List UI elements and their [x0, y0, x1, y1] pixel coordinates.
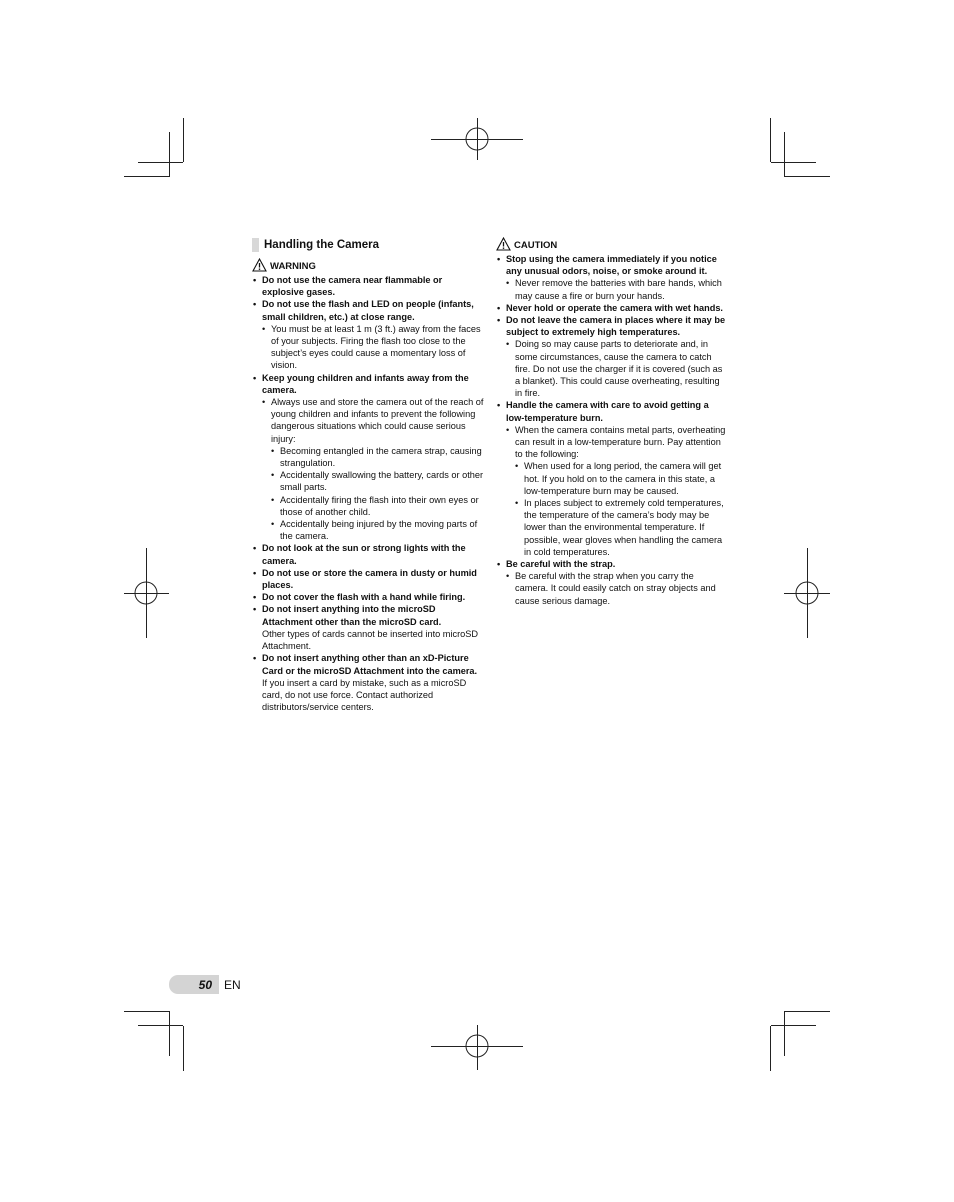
right-column	[496, 237, 728, 607]
bullet-icon: •	[515, 461, 519, 472]
list-subsubitem	[270, 469, 484, 493]
warning-triangle-icon	[252, 258, 267, 272]
caution-item-4-detail: When the camera contains metal parts, overheating can result in a low-temperature burn. Pay attention to the following:	[515, 424, 726, 460]
bullet-icon: •	[271, 470, 275, 481]
caution-item-3: Do not leave the camera in places where it may be subject to extremely high temperatures.	[506, 315, 726, 338]
danger-situation: Accidentally swallowing the battery, cards or other small parts.	[280, 470, 484, 493]
bullet-icon: •	[497, 302, 501, 313]
list-item	[496, 253, 728, 277]
caution-label: CAUTION	[514, 240, 558, 251]
list-item	[252, 372, 484, 396]
left-column	[252, 237, 484, 713]
section-title	[252, 237, 484, 253]
warning-item-2: Do not use the flash and LED on people (infants, small children, etc.) at close range.	[262, 299, 474, 322]
list-subitem	[505, 338, 728, 399]
list-item	[496, 399, 728, 423]
list-item	[252, 298, 484, 322]
list-item	[496, 558, 728, 570]
page-footer	[169, 975, 241, 994]
caution-item-5-detail: Be careful with the strap when you carry the camera. It could easily catch on stray objects and cause serious damage.	[515, 571, 716, 606]
warning-label: WARNING	[270, 261, 316, 272]
caution-item-1: Stop using the camera immediately if you notice any unusual odors, noise, or smoke around it.	[506, 254, 717, 277]
page-number: 50	[169, 975, 219, 994]
list-subitem	[261, 396, 484, 445]
bullet-icon: •	[253, 567, 257, 578]
danger-situation: Becoming entangled in the camera strap, causing strangulation.	[280, 445, 482, 469]
warning-heading	[252, 258, 484, 272]
bullet-icon: •	[253, 653, 257, 664]
warning-item-7: Do not insert anything into the microSD Attachment other than the microSD card.	[262, 604, 442, 627]
warning-item-8-note: If you insert a card by mistake, such as a microSD card, do not use force. Contact authorized distributors/service centers.	[262, 677, 467, 713]
list-item	[252, 603, 484, 627]
bullet-icon: •	[253, 299, 257, 310]
warning-item-1: Do not use the camera near flammable or explosive gases.	[262, 275, 443, 298]
list-subitem	[505, 277, 728, 301]
language-code: EN	[224, 977, 241, 992]
list-item	[496, 302, 728, 314]
bullet-icon: •	[497, 559, 501, 570]
danger-situation: Accidentally firing the flash into their own eyes or those of another child.	[280, 494, 479, 517]
section-tab-marker	[252, 238, 259, 252]
list-item	[252, 591, 484, 603]
bullet-icon: •	[253, 592, 257, 603]
bullet-icon: •	[262, 323, 266, 334]
list-item	[496, 314, 728, 338]
caution-item-5: Be careful with the strap.	[506, 559, 616, 570]
bullet-icon: •	[497, 254, 501, 264]
caution-item-4: Handle the camera with care to avoid getting a low-temperature burn.	[506, 400, 709, 423]
warning-item-4: Do not look at the sun or strong lights with the camera.	[262, 543, 466, 566]
bullet-icon: •	[506, 278, 510, 289]
warning-item-8: Do not insert anything other than an xD-Picture Card or the microSD Attachment into the camera.	[262, 653, 478, 676]
warning-item-6: Do not cover the flash with a hand while firing.	[262, 592, 466, 603]
list-subsubitem	[270, 518, 484, 542]
bullet-icon: •	[497, 315, 501, 326]
list-subitem	[261, 323, 484, 372]
list-item	[252, 274, 484, 298]
list-subsubitem	[270, 445, 484, 469]
caution-item-2: Never hold or operate the camera with wet hands.	[506, 302, 723, 313]
list-subitem	[505, 424, 728, 461]
bullet-icon: •	[271, 445, 275, 456]
bullet-icon: •	[515, 498, 519, 509]
list-subsubitem	[514, 497, 728, 558]
danger-situation: Accidentally being injured by the moving parts of the camera.	[280, 519, 478, 542]
list-item	[252, 567, 484, 591]
bullet-icon: •	[271, 494, 275, 505]
section-title-text: Handling the Camera	[264, 239, 380, 251]
warning-item-2-detail: You must be at least 1 m (3 ft.) away from the faces of your subjects. Firing the flash too close to the subject’s eyes could cause a momentary loss of vision.	[271, 323, 481, 371]
bullet-icon: •	[262, 397, 266, 408]
burn-condition: In places subject to extremely cold temperatures, the temperature of the camera’s body may be lower than the environmental temperature. If possible, wear gloves when handling the camera in cold temperatures.	[524, 498, 724, 557]
burn-condition: When used for a long period, the camera will get hot. If you hold on to the camera in this state, a low-temperature burn may be caused.	[524, 461, 722, 496]
bullet-icon: •	[497, 400, 501, 411]
warning-item-5: Do not use or store the camera in dusty or humid places.	[262, 567, 477, 591]
caution-triangle-icon	[496, 237, 511, 251]
list-subsubitem	[514, 460, 728, 497]
bullet-icon: •	[506, 424, 510, 435]
warning-item-7-note: Other types of cards cannot be inserted into microSD Attachment.	[262, 628, 479, 652]
list-item	[252, 542, 484, 566]
warning-item-3: Keep young children and infants away from the camera.	[262, 372, 469, 395]
bullet-icon: •	[506, 339, 510, 350]
list-subsubitem	[270, 494, 484, 518]
list-subitem	[505, 570, 728, 607]
caution-item-1-detail: Never remove the batteries with bare hands, which may cause a fire or burn your hands.	[515, 278, 722, 301]
bullet-icon: •	[506, 571, 510, 582]
bullet-icon: •	[253, 543, 257, 554]
bullet-icon: •	[271, 519, 275, 530]
caution-heading	[496, 237, 728, 251]
warning-item-3-detail: Always use and store the camera out of the reach of young children and infants to prevent the following dangerous situations which could cause serious injury:	[271, 397, 484, 444]
bullet-icon: •	[253, 275, 257, 285]
list-item	[252, 652, 484, 676]
bullet-icon: •	[253, 372, 257, 383]
bullet-icon: •	[253, 604, 257, 615]
caution-item-3-detail: Doing so may cause parts to deteriorate and, in some circumstances, cause the camera to catch fire. Do not use the charger if it is covered (such as a blanket). This could cause overheating, resulting in fire.	[515, 339, 723, 399]
